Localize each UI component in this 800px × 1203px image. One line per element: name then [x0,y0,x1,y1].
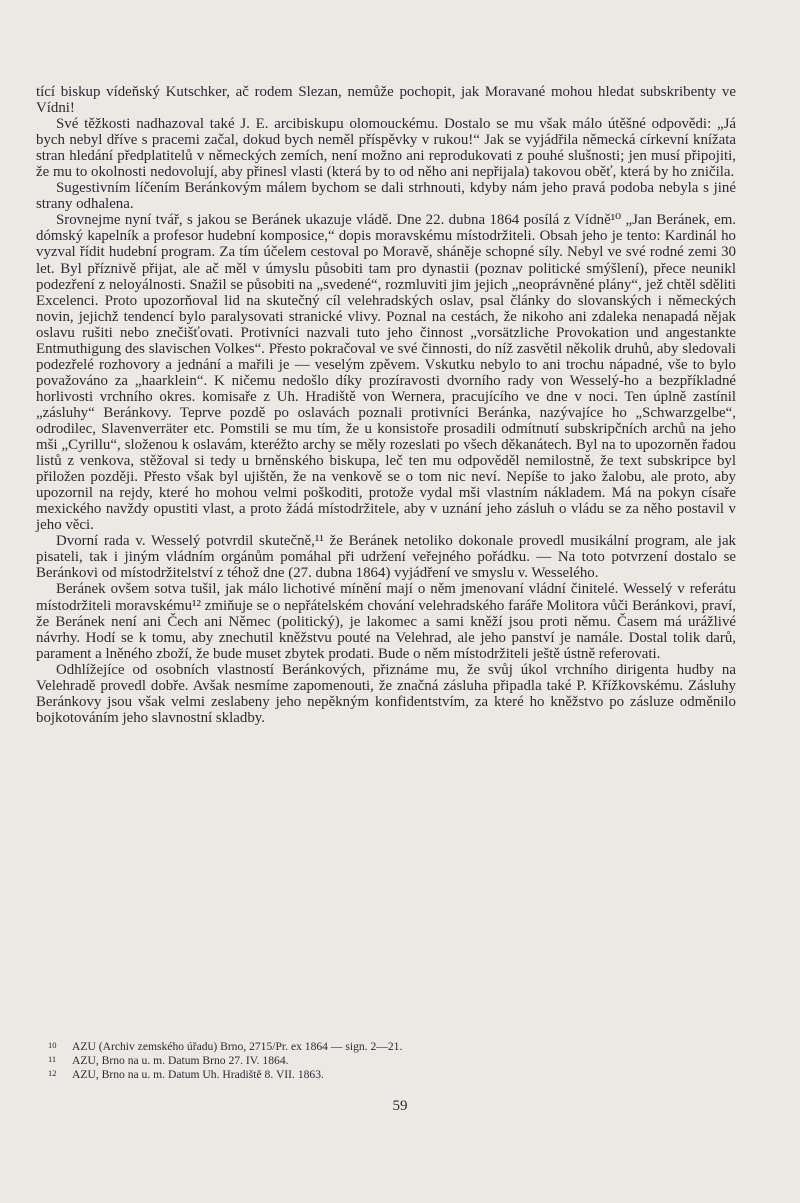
paragraph-7: Odhlížejíce od osobních vlastností Beránkových, přiznáme mu, že svůj úkol vrchního dirigenta hudby na Velehradě provedl dobře. Avšak nesmíme zapomenouti, že značná zásluha připadla také P. Křížkovskému. Zásluhy Beránkovy jsou však velmi zeslabeny jeho nepěkným konfidentstvím, za které ho kněžstvo po zásluze odměnilo bojkotováním jeho slavnostní skladby. [36,661,736,726]
footnote-number: 10 [48,1040,57,1050]
footnote-number: 11 [48,1054,57,1064]
footnote [36,1054,736,1068]
paragraph-4: Srovnejme nyní tvář, s jakou se Beránek ukazuje vládě. Dne 22. dubna 1864 posílá z Vídně¹⁰ „Jan Beránek, em. dómský kapelník a profesor hudební komposice,“ dopis moravskému místodržiteli. Obsah jeho je tento: Kardinál ho vyzval řídit hudební program. Za tím účelem cestoval po Moravě, sháněje schopné síly. Nebyl ve své rodné zemi 30 let. Byl příznivě přijat, ale ač měl v úmyslu působiti tam pro dynastii (poznav politické smýšlení), přece neunikl podezření z neloyálnosti. Snažil se působiti na „svedené“, rozmluviti jim jejich „neoprávněné plány“, jež chtěl sděliti Excelenci. Proto upozorňoval lid na skutečný cíl velehradských oslav, psal články do slovanských i německých novin, jejichž tendencí bylo paralysovati stranické vlivy. Poznal na cestách, že nikoho ani zdaleka nenapadá nějak oslavu rušiti nebo znečišťovati. Protivníci nazvali tuto jeho činnost „vorsätzliche Provokation und angestankte Entmuthigung des slavischen Volkes“. Přesto pokračoval ve své činnosti, do níž zasvětil několik druhů, aby sledovali podezřelé rozhovory a jednání a mařili je — veselým zpěvem. Vskutku nebylo to ani trochu nápadné, vše to bylo považováno za „haarklein“. K ničemu nedošlo díky prozíravosti dvorního rady von Wesselý-ho a bezpříkladné horlivosti vrchního okres. komisaře z Uh. Hradiště von Wernera, pracujícího ve dne v noci. Ten úplně zastínil „zásluhy“ Beránkovy. Teprve pozdě po oslavách poznali protivníci Beránka, nazývajíce ho „Schwarzgelbe“, odrodilec, Slavenverräter etc. Pomstili se mu tím, že u konsistoře prosadili odmítnutí subskripčních archů na jeho mši „Cyrillu“, složenou k oslavám, kteréžto archy se měly rozeslati po všech děkanátech. Byl na to upozorněn řadou listů z venkova, stěžoval si tedy u brněnského biskupa, leč ten mu odpověděl nemilostně, že text subskripce byl přiložen později. Přesto však byl ujištěn, že na venkově se o tom nic neví. Nepíše to jako žalobu, ale proto, aby upozornil na rejdy, které ho mohou velmi poškoditi, protože vydal mši vlastním nákladem. Má na pokyn císaře mexického navždy opustiti vlast, a proto žádá místodržitele, aby v uznání jeho zásluh o vládu se za něho postavil v jeho věci. [36,212,736,534]
paragraph-6: Beránek ovšem sotva tušil, jak málo lichotivé mínění mají o něm jmenovaní vládní činitelé. Wesselý v referátu místodržiteli moravskému¹² zmiňuje se o nepřátelském chování velehradského faráře Molitora vůči Beránkovi, praví, že Beránek není ani Čech ani Němec (politický), je lakomec a sami kněží jsou proti němu. Časem má urážlivé návrhy. Hodí se k tomu, aby znechutil kněžstvu pouté na Velehrad, ale jeho panství je namále. Dostal tolik darů, parament a lněného zboží, že bude muset zbytek prodati. Bude o něm místodržiteli ještě ústně referovati. [36,581,736,662]
footnote [36,1068,736,1082]
footnote-number: 12 [48,1068,57,1078]
footnote-text: AZU, Brno na u. m. Datum Brno 27. IV. 1864. [72,1054,289,1067]
footnote [36,1040,736,1054]
paragraph-5: Dvorní rada v. Wesselý potvrdil skutečně,¹¹ že Beránek netoliko dokonale provedl musikální program, ale jak pisateli, tak i jiným vládním orgánům pomáhal při udržení veřejného pořádku. — Na toto potvrzení dostalo se Beránkovi od místodržitelství z téhož dne (27. dubna 1864) vyjádření ve smyslu v. Wesselého. [36,533,736,582]
footnote-text: AZU (Archiv zemského úřadu) Brno, 2715/Pr. ex 1864 — sign. 2—21. [72,1040,403,1053]
footnote-text: AZU, Brno na u. m. Datum Uh. Hradiště 8. VII. 1863. [72,1068,324,1081]
footnotes [36,1040,736,1082]
paragraph-1: tící biskup vídeňský Kutschker, ač rodem Slezan, nemůže pochopit, jak Moravané mohou hledat subskribenty ve Vídni! [36,84,736,117]
page-number: 59 [392,1098,408,1114]
paragraph-3: Sugestivním líčením Beránkovým málem bychom se dali strhnouti, kdyby nám jeho pravá podoba nebyla s jiné strany odhalena. [36,180,736,213]
body-text [36,84,736,726]
paragraph-2: Své těžkosti nadhazoval také J. E. arcibiskupu olomouckému. Dostalo se mu však málo útěšné odpovědi: „Já bych nebyl dříve s pracemi začal, dokud bych neměl příspěvky v rukou!“ Jak se vyjádřila německá církevní knížata stran hledání předplatitelů v německých zemích, není možno ani reprodukovati z pouhé slušnosti; jen musí připojiti, že mu to okolnosti nedovolují, aby přinesl vlasti (která by to od něho ani nepřijala) takovou oběť, která by ho zničila. [36,116,736,181]
